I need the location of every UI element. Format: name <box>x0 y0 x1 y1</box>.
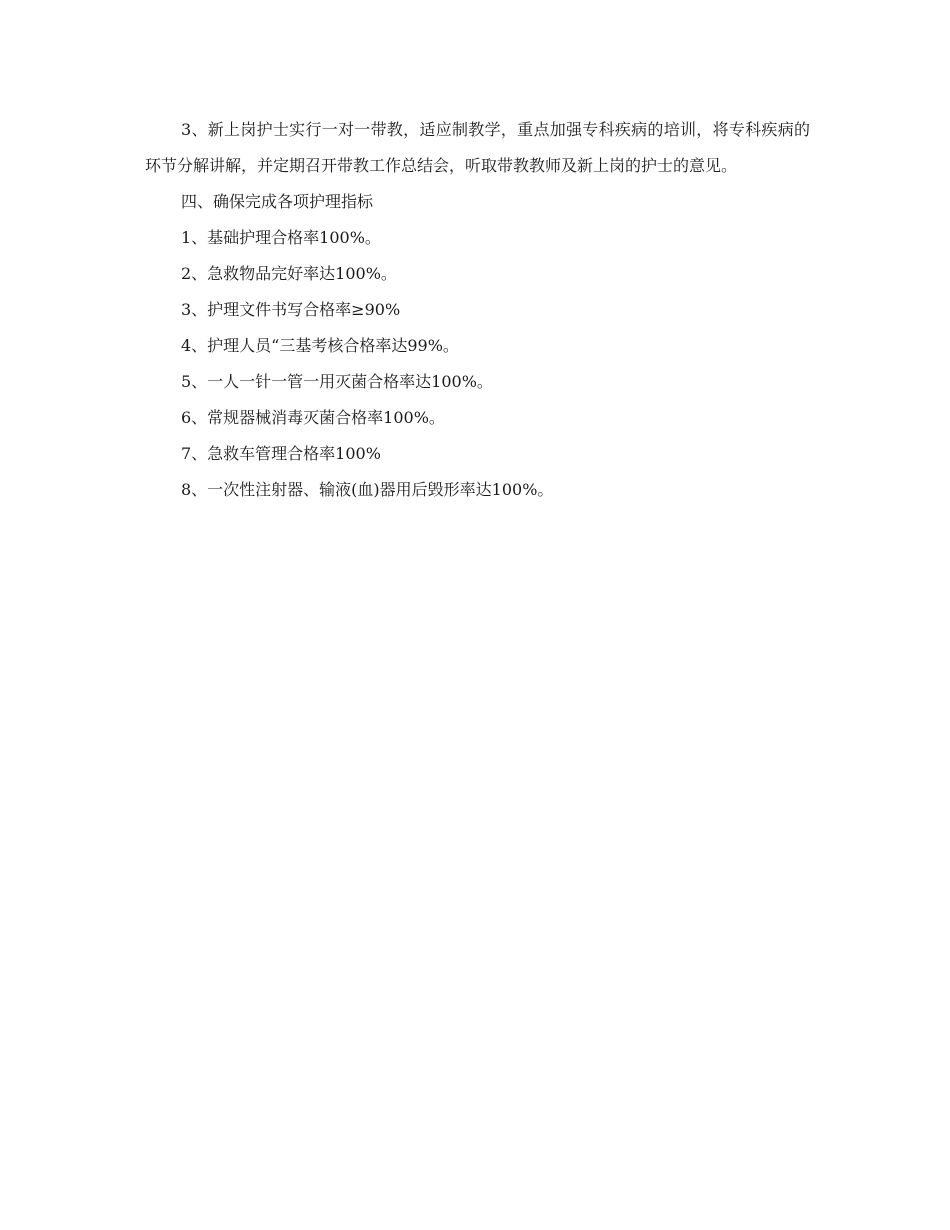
list-item: 8、一次性注射器、输液(血)器用后毁形率达100%。 <box>181 480 554 499</box>
list-item: 7、急救车管理合格率100% <box>181 444 381 463</box>
intro-paragraph: 3、新上岗护士实行一对一带教，适应制教学，重点加强专科疾病的培训，将专科疾病的环节分解讲解，并定期召开带教工作总结会，听取带教教师及新上岗的护士的意见。 <box>145 120 810 175</box>
list-item: 5、一人一针一管一用灭菌合格率达100%。 <box>181 372 493 391</box>
list-item: 3、护理文件书写合格率≥90% <box>181 300 401 319</box>
list-item: 1、基础护理合格率100%。 <box>181 228 381 247</box>
section-heading: 四、确保完成各项护理指标 <box>181 192 374 211</box>
list-item: 6、常规器械消毒灭菌合格率100%。 <box>181 408 445 427</box>
list-item: 2、急救物品完好率达100%。 <box>181 264 397 283</box>
list-item: 4、护理人员“三基考核合格率达99%。 <box>181 336 459 355</box>
document-body <box>145 112 810 508</box>
